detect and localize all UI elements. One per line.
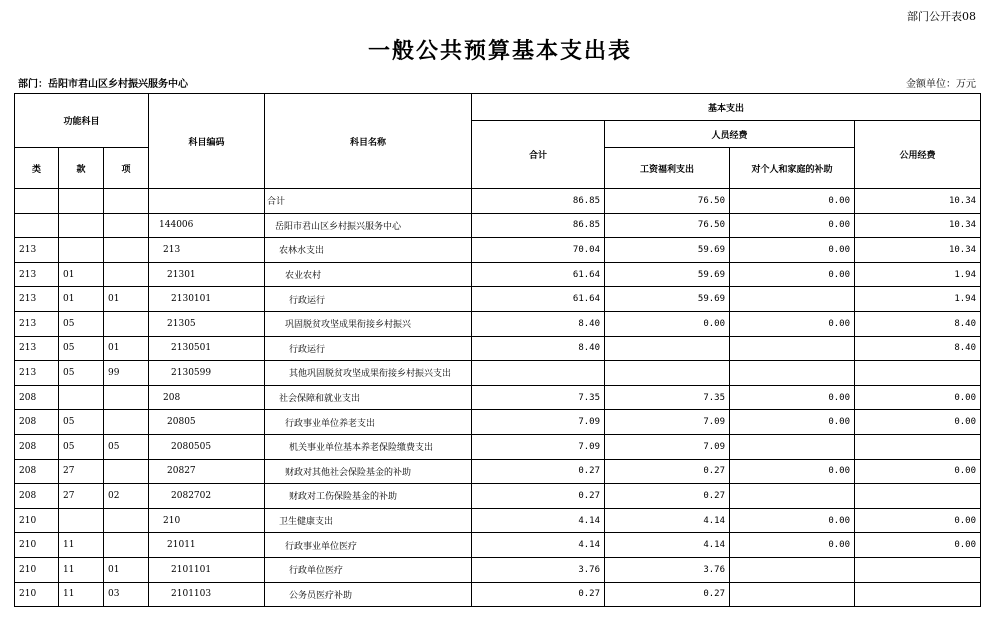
cell-subject-name: 行政事业单位养老支出 xyxy=(265,410,472,435)
cell-lei: 213 xyxy=(15,336,59,361)
cell-subject-code: 2130101 xyxy=(149,287,265,312)
cell-wages: 0.00 xyxy=(605,311,730,336)
cell-kuan xyxy=(59,189,104,214)
cell-public xyxy=(855,557,981,582)
cell-subject-code: 2101101 xyxy=(149,557,265,582)
cell-subsidies xyxy=(730,361,855,386)
header-total: 合计 xyxy=(472,121,605,189)
cell-kuan: 11 xyxy=(59,533,104,558)
cell-subject-code: 2130501 xyxy=(149,336,265,361)
cell-lei: 213 xyxy=(15,287,59,312)
cell-subject-code: 2101103 xyxy=(149,582,265,607)
cell-subject-name: 财政对其他社会保险基金的补助 xyxy=(265,459,472,484)
cell-subject-code: 2082702 xyxy=(149,484,265,509)
cell-subject-name: 机关事业单位基本养老保险缴费支出 xyxy=(265,434,472,459)
cell-xiang: 01 xyxy=(104,336,149,361)
cell-subsidies xyxy=(730,287,855,312)
cell-subject-code: 144006 xyxy=(149,213,265,238)
table-row xyxy=(15,410,981,435)
cell-subject-name: 岳阳市君山区乡村振兴服务中心 xyxy=(265,213,472,238)
cell-kuan: 11 xyxy=(59,557,104,582)
table-row xyxy=(15,533,981,558)
cell-lei: 208 xyxy=(15,459,59,484)
cell-wages: 7.09 xyxy=(605,410,730,435)
cell-xiang xyxy=(104,311,149,336)
cell-xiang xyxy=(104,238,149,263)
cell-subsidies: 0.00 xyxy=(730,311,855,336)
cell-lei: 210 xyxy=(15,533,59,558)
cell-total: 0.27 xyxy=(472,582,605,607)
cell-subject-code: 21301 xyxy=(149,262,265,287)
cell-kuan: 05 xyxy=(59,434,104,459)
header-lei: 类 xyxy=(15,148,59,189)
table-row xyxy=(15,459,981,484)
table-row xyxy=(15,336,981,361)
cell-subject-name: 合计 xyxy=(265,189,472,214)
document-code: 部门公开表08 xyxy=(907,10,976,23)
cell-kuan: 27 xyxy=(59,459,104,484)
cell-wages: 0.27 xyxy=(605,459,730,484)
cell-kuan: 11 xyxy=(59,582,104,607)
cell-lei: 210 xyxy=(15,582,59,607)
cell-kuan xyxy=(59,385,104,410)
cell-kuan xyxy=(59,213,104,238)
cell-subject-name: 行政事业单位医疗 xyxy=(265,533,472,558)
table-row xyxy=(15,557,981,582)
cell-subsidies: 0.00 xyxy=(730,213,855,238)
cell-wages: 59.69 xyxy=(605,262,730,287)
cell-lei: 208 xyxy=(15,385,59,410)
cell-total: 8.40 xyxy=(472,311,605,336)
cell-subject-name: 行政运行 xyxy=(265,336,472,361)
cell-xiang xyxy=(104,410,149,435)
table-row xyxy=(15,189,981,214)
cell-subject-code: 213 xyxy=(149,238,265,263)
cell-subject-name: 社会保障和就业支出 xyxy=(265,385,472,410)
cell-public: 1.94 xyxy=(855,287,981,312)
cell-wages: 0.27 xyxy=(605,484,730,509)
cell-subject-code: 2130599 xyxy=(149,361,265,386)
cell-subsidies: 0.00 xyxy=(730,189,855,214)
cell-lei: 213 xyxy=(15,262,59,287)
table-row xyxy=(15,287,981,312)
cell-subject-code: 2080505 xyxy=(149,434,265,459)
cell-wages: 59.69 xyxy=(605,238,730,263)
cell-public: 0.00 xyxy=(855,410,981,435)
cell-xiang xyxy=(104,213,149,238)
cell-lei xyxy=(15,189,59,214)
cell-kuan: 05 xyxy=(59,410,104,435)
department-label: 部门：岳阳市君山区乡村振兴服务中心 xyxy=(18,79,188,90)
cell-subsidies xyxy=(730,582,855,607)
table-row xyxy=(15,213,981,238)
cell-total: 4.14 xyxy=(472,508,605,533)
cell-lei: 208 xyxy=(15,484,59,509)
table-row xyxy=(15,238,981,263)
cell-total: 0.27 xyxy=(472,484,605,509)
cell-xiang: 01 xyxy=(104,557,149,582)
cell-xiang xyxy=(104,385,149,410)
cell-subject-name: 行政运行 xyxy=(265,287,472,312)
cell-subject-code: 21305 xyxy=(149,311,265,336)
table-row xyxy=(15,508,981,533)
cell-subject-code: 21011 xyxy=(149,533,265,558)
table-row xyxy=(15,385,981,410)
cell-subject-name: 农林水支出 xyxy=(265,238,472,263)
cell-wages: 0.27 xyxy=(605,582,730,607)
cell-kuan: 27 xyxy=(59,484,104,509)
cell-wages: 76.50 xyxy=(605,213,730,238)
cell-total: 70.04 xyxy=(472,238,605,263)
table-row xyxy=(15,484,981,509)
cell-public xyxy=(855,582,981,607)
cell-lei: 210 xyxy=(15,557,59,582)
cell-wages: 4.14 xyxy=(605,533,730,558)
cell-lei: 213 xyxy=(15,361,59,386)
cell-public xyxy=(855,434,981,459)
cell-xiang: 99 xyxy=(104,361,149,386)
cell-wages: 59.69 xyxy=(605,287,730,312)
header-personnel: 人员经费 xyxy=(605,121,855,148)
cell-xiang xyxy=(104,533,149,558)
cell-subject-code xyxy=(149,189,265,214)
cell-public: 10.34 xyxy=(855,238,981,263)
cell-xiang: 02 xyxy=(104,484,149,509)
header-subject-code: 科目编码 xyxy=(149,94,265,189)
cell-total xyxy=(472,361,605,386)
cell-subsidies xyxy=(730,557,855,582)
header-functional-subject: 功能科目 xyxy=(15,94,149,148)
cell-xiang xyxy=(104,189,149,214)
table-row xyxy=(15,582,981,607)
cell-kuan: 01 xyxy=(59,262,104,287)
cell-public: 8.40 xyxy=(855,311,981,336)
header-subsidies: 对个人和家庭的补助 xyxy=(730,148,855,189)
cell-xiang xyxy=(104,262,149,287)
cell-total: 61.64 xyxy=(472,287,605,312)
cell-total: 3.76 xyxy=(472,557,605,582)
cell-wages: 76.50 xyxy=(605,189,730,214)
cell-subsidies xyxy=(730,336,855,361)
table-row xyxy=(15,361,981,386)
cell-subject-name: 巩固脱贫攻坚成果衔接乡村振兴 xyxy=(265,311,472,336)
cell-kuan: 05 xyxy=(59,361,104,386)
table-row xyxy=(15,311,981,336)
table-row xyxy=(15,434,981,459)
cell-xiang: 05 xyxy=(104,434,149,459)
cell-public: 10.34 xyxy=(855,213,981,238)
cell-wages: 4.14 xyxy=(605,508,730,533)
cell-public: 1.94 xyxy=(855,262,981,287)
cell-total: 61.64 xyxy=(472,262,605,287)
amount-unit-label: 金额单位：万元 xyxy=(906,79,976,90)
cell-kuan: 01 xyxy=(59,287,104,312)
cell-subsidies: 0.00 xyxy=(730,508,855,533)
cell-xiang: 01 xyxy=(104,287,149,312)
cell-public: 10.34 xyxy=(855,189,981,214)
cell-lei xyxy=(15,213,59,238)
cell-lei: 210 xyxy=(15,508,59,533)
cell-total: 8.40 xyxy=(472,336,605,361)
cell-lei: 208 xyxy=(15,410,59,435)
page-title: 一般公共预算基本支出表 xyxy=(367,38,632,64)
cell-total: 86.85 xyxy=(472,189,605,214)
cell-wages: 7.35 xyxy=(605,385,730,410)
cell-lei: 213 xyxy=(15,311,59,336)
cell-public: 0.00 xyxy=(855,508,981,533)
cell-subsidies xyxy=(730,434,855,459)
cell-total: 4.14 xyxy=(472,533,605,558)
cell-total: 7.09 xyxy=(472,410,605,435)
header-wages: 工资福利支出 xyxy=(605,148,730,189)
cell-subsidies: 0.00 xyxy=(730,410,855,435)
cell-subsidies: 0.00 xyxy=(730,533,855,558)
cell-kuan: 05 xyxy=(59,311,104,336)
cell-subsidies: 0.00 xyxy=(730,238,855,263)
cell-total: 86.85 xyxy=(472,213,605,238)
cell-kuan xyxy=(59,508,104,533)
cell-lei: 208 xyxy=(15,434,59,459)
cell-total: 0.27 xyxy=(472,459,605,484)
cell-kuan: 05 xyxy=(59,336,104,361)
cell-wages xyxy=(605,361,730,386)
header-subject-name: 科目名称 xyxy=(265,94,472,189)
cell-subsidies: 0.00 xyxy=(730,459,855,484)
cell-subject-name: 财政对工伤保险基金的补助 xyxy=(265,484,472,509)
header-basic-expenditure: 基本支出 xyxy=(472,94,981,121)
cell-kuan xyxy=(59,238,104,263)
cell-public xyxy=(855,484,981,509)
cell-subject-name: 农业农村 xyxy=(265,262,472,287)
cell-xiang xyxy=(104,508,149,533)
cell-public: 0.00 xyxy=(855,533,981,558)
cell-subsidies: 0.00 xyxy=(730,262,855,287)
cell-xiang xyxy=(104,459,149,484)
cell-public: 8.40 xyxy=(855,336,981,361)
cell-wages: 7.09 xyxy=(605,434,730,459)
cell-subject-code: 208 xyxy=(149,385,265,410)
cell-subsidies xyxy=(730,484,855,509)
table-row xyxy=(15,262,981,287)
header-kuan: 款 xyxy=(59,148,104,189)
cell-total: 7.35 xyxy=(472,385,605,410)
cell-subject-code: 210 xyxy=(149,508,265,533)
cell-wages: 3.76 xyxy=(605,557,730,582)
cell-public: 0.00 xyxy=(855,459,981,484)
cell-total: 7.09 xyxy=(472,434,605,459)
header-public: 公用经费 xyxy=(855,121,981,189)
cell-subject-name: 卫生健康支出 xyxy=(265,508,472,533)
cell-subject-code: 20827 xyxy=(149,459,265,484)
cell-subject-code: 20805 xyxy=(149,410,265,435)
header-xiang: 项 xyxy=(104,148,149,189)
cell-wages xyxy=(605,336,730,361)
cell-subject-name: 其他巩固脱贫攻坚成果衔接乡村振兴支出 xyxy=(265,361,472,386)
cell-subject-name: 行政单位医疗 xyxy=(265,557,472,582)
cell-lei: 213 xyxy=(15,238,59,263)
cell-public xyxy=(855,361,981,386)
cell-public: 0.00 xyxy=(855,385,981,410)
cell-subsidies: 0.00 xyxy=(730,385,855,410)
cell-xiang: 03 xyxy=(104,582,149,607)
budget-table xyxy=(14,93,981,607)
cell-subject-name: 公务员医疗补助 xyxy=(265,582,472,607)
